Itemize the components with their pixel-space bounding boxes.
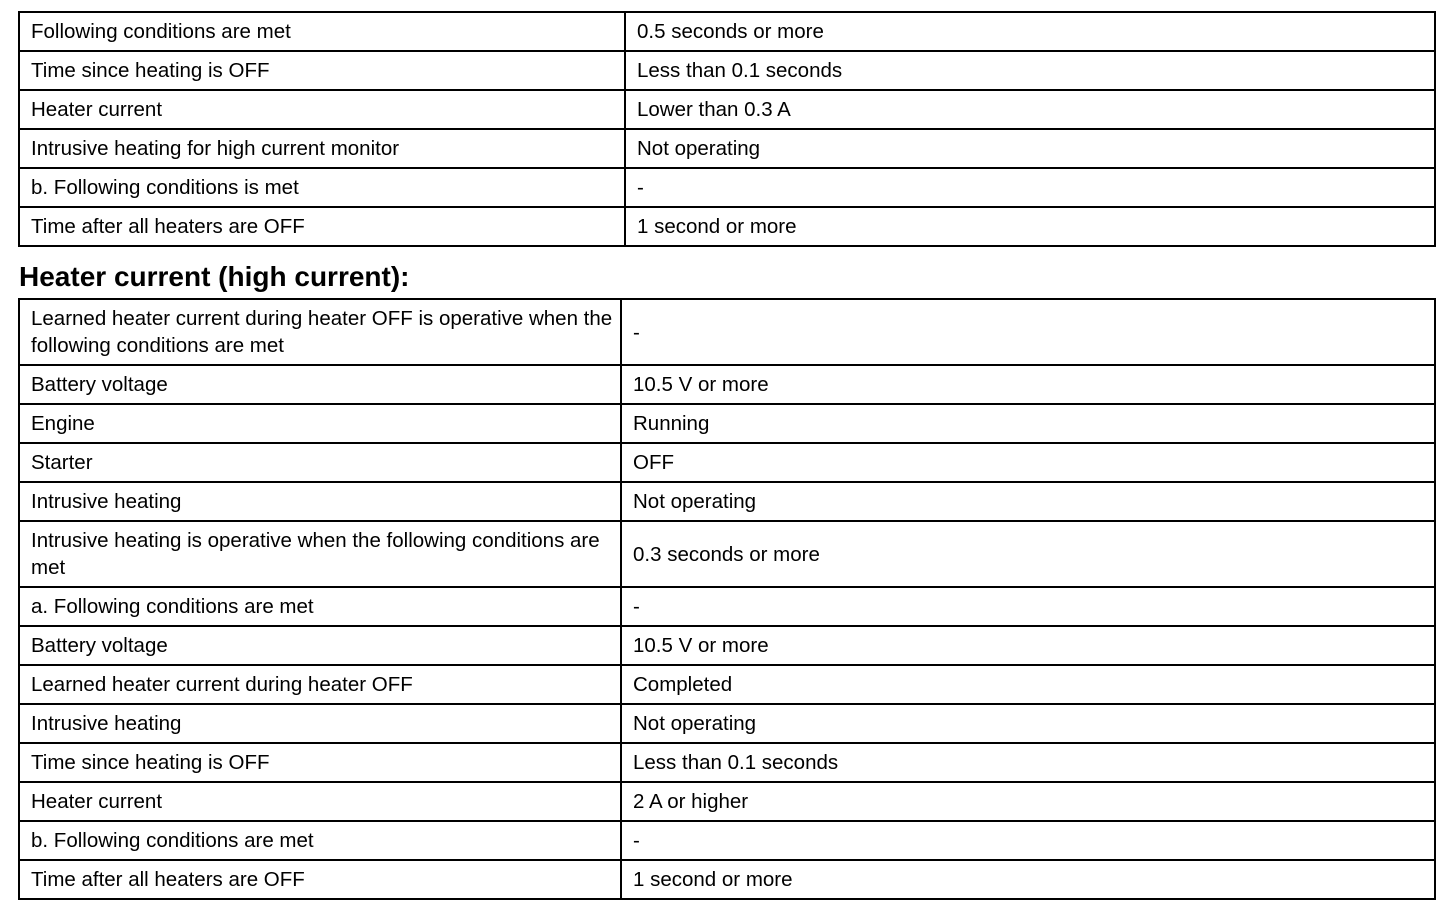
table-row: [19, 207, 1435, 246]
condition-cell: Learned heater current during heater OFF is operative when the following conditions are met: [19, 299, 621, 365]
condition-cell: Battery voltage: [19, 365, 621, 404]
table-row: [19, 90, 1435, 129]
value-cell: -: [621, 821, 1435, 860]
table-row: [19, 443, 1435, 482]
value-cell: 0.5 seconds or more: [625, 12, 1435, 51]
value-cell: -: [621, 587, 1435, 626]
condition-cell: Learned heater current during heater OFF: [19, 665, 621, 704]
value-cell: 1 second or more: [625, 207, 1435, 246]
value-cell: 10.5 V or more: [621, 365, 1435, 404]
condition-cell: b. Following conditions are met: [19, 821, 621, 860]
value-cell: Not operating: [625, 129, 1435, 168]
condition-cell: Intrusive heating is operative when the following conditions are met: [19, 521, 621, 587]
table-row: [19, 51, 1435, 90]
table-row: [19, 365, 1435, 404]
table-row: [19, 482, 1435, 521]
condition-cell: Time after all heaters are OFF: [19, 207, 625, 246]
table-row: [19, 626, 1435, 665]
condition-cell: Intrusive heating: [19, 704, 621, 743]
table-row: [19, 860, 1435, 899]
condition-cell: Heater current: [19, 782, 621, 821]
value-cell: -: [621, 299, 1435, 365]
value-cell: 0.3 seconds or more: [621, 521, 1435, 587]
value-cell: Less than 0.1 seconds: [621, 743, 1435, 782]
table-row: [19, 404, 1435, 443]
condition-cell: Battery voltage: [19, 626, 621, 665]
table-row: [19, 168, 1435, 207]
table-row: [19, 299, 1435, 365]
value-cell: Running: [621, 404, 1435, 443]
value-cell: -: [625, 168, 1435, 207]
value-cell: Not operating: [621, 704, 1435, 743]
condition-cell: Time since heating is OFF: [19, 743, 621, 782]
condition-cell: a. Following conditions are met: [19, 587, 621, 626]
table-row: [19, 821, 1435, 860]
table-row: [19, 743, 1435, 782]
value-cell: Not operating: [621, 482, 1435, 521]
value-cell: 1 second or more: [621, 860, 1435, 899]
condition-cell: Engine: [19, 404, 621, 443]
condition-cell: Starter: [19, 443, 621, 482]
condition-cell: b. Following conditions is met: [19, 168, 625, 207]
condition-cell: Following conditions are met: [19, 12, 625, 51]
value-cell: Lower than 0.3 A: [625, 90, 1435, 129]
table-row: [19, 665, 1435, 704]
table-row: [19, 704, 1435, 743]
table-row: [19, 587, 1435, 626]
conditions-table-high-current: [18, 298, 1436, 900]
value-cell: OFF: [621, 443, 1435, 482]
conditions-table-low-current: [18, 11, 1436, 247]
value-cell: Less than 0.1 seconds: [625, 51, 1435, 90]
table-row: [19, 12, 1435, 51]
value-cell: Completed: [621, 665, 1435, 704]
condition-cell: Time since heating is OFF: [19, 51, 625, 90]
condition-cell: Intrusive heating: [19, 482, 621, 521]
condition-cell: Time after all heaters are OFF: [19, 860, 621, 899]
section-heading: Heater current (high current):: [19, 261, 410, 292]
table-row: [19, 129, 1435, 168]
condition-cell: Intrusive heating for high current monitor: [19, 129, 625, 168]
table-row: [19, 521, 1435, 587]
table-row: [19, 782, 1435, 821]
value-cell: 10.5 V or more: [621, 626, 1435, 665]
value-cell: 2 A or higher: [621, 782, 1435, 821]
condition-cell: Heater current: [19, 90, 625, 129]
